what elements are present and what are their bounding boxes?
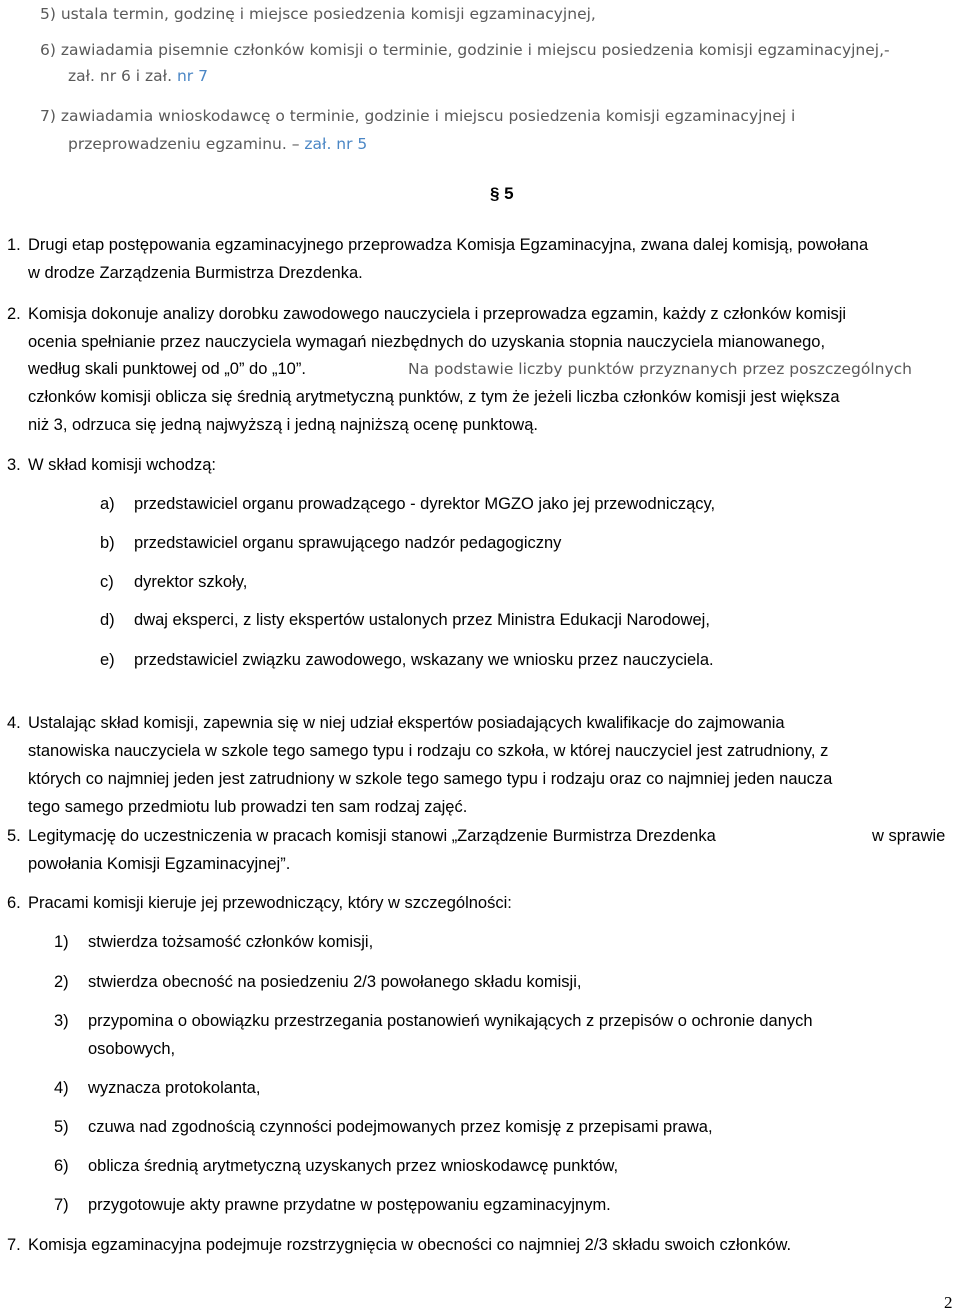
- duty-item-1: stwierdza tożsamość członków komisji,: [88, 933, 374, 951]
- paragraph-4-line3: których co najmniej jeden jest zatrudniony w szkole tego samego typu i rodzaju oraz co najmniej jeden naucza: [28, 770, 833, 788]
- paragraph-2-line3b: Na podstawie liczby punktów przyznanych przez poszczególnych: [408, 360, 913, 378]
- duty-label-1: 1): [54, 933, 69, 951]
- paragraph-2-line5: niż 3, odrzuca się jedną najwyższą i jedną najniższą ocenę punktową.: [28, 416, 538, 434]
- list-item-6-line1: 6) zawiadamia pisemnie członków komisji o terminie, godzinie i miejscu posiedzenia komisji egzaminacyjnej,-: [40, 41, 890, 59]
- paragraph-1-line2: w drodze Zarządzenia Burmistrza Drezdenka.: [28, 264, 363, 282]
- list-item-7-text: przeprowadzeniu egzaminu.: [68, 135, 287, 153]
- paragraph-5-line1a: Legitymację do uczestniczenia w pracach komisji stanowi „Zarządzenie Burmistrza Drezdenka: [28, 827, 716, 845]
- paragraph-2-number: 2.: [7, 305, 21, 323]
- attachment-ref-6: zał. nr 6 i zał.: [68, 67, 173, 85]
- attachment-ref-7: nr 7: [176, 67, 208, 85]
- paragraph-3-text: W skład komisji wchodzą:: [28, 456, 216, 474]
- member-item-b: przedstawiciel organu sprawującego nadzór pedagogiczny: [134, 534, 562, 552]
- paragraph-5-line1b: w sprawie: [872, 827, 946, 845]
- paragraph-4-number: 4.: [7, 714, 21, 732]
- list-item-7-line1: 7) zawiadamia wnioskodawcę o terminie, godzinie i miejscu posiedzenia komisji egzaminacyjnej i: [40, 107, 796, 125]
- duty-label-2: 2): [54, 973, 69, 991]
- paragraph-7-text: Komisja egzaminacyjna podejmuje rozstrzygnięcia w obecności co najmniej 2/3 składu swoich członków.: [28, 1236, 792, 1254]
- paragraph-5-number: 5.: [7, 827, 21, 845]
- member-item-c: dyrektor szkoły,: [134, 573, 248, 591]
- duty-item-3-line1: przypomina o obowiązku przestrzegania postanowień wynikających z przepisów o ochronie danych: [88, 1012, 813, 1030]
- paragraph-4-line4: tego samego przedmiotu lub prowadzi ten sam rodzaj zajęć.: [28, 798, 468, 816]
- duty-label-4: 4): [54, 1079, 69, 1097]
- member-item-a: przedstawiciel organu prowadzącego - dyrektor MGZO jako jej przewodniczący,: [134, 495, 716, 513]
- duty-label-7: 7): [54, 1196, 69, 1214]
- duty-item-6: oblicza średnią arytmetyczną uzyskanych przez wnioskodawcę punktów,: [88, 1157, 619, 1175]
- paragraph-7-number: 7.: [7, 1236, 21, 1254]
- member-label-d: d): [100, 611, 115, 629]
- paragraph-4-line1: Ustalając skład komisji, zapewnia się w niej udział ekspertów posiadających kwalifikacje do zajmowania: [28, 714, 785, 732]
- member-label-a: a): [100, 495, 115, 513]
- paragraph-5-line2: powołania Komisji Egzaminacyjnej”.: [28, 855, 291, 873]
- duty-label-3: 3): [54, 1012, 69, 1030]
- attachment-ref-5: zał. nr 5: [304, 135, 368, 153]
- duty-label-6: 6): [54, 1157, 69, 1175]
- member-label-e: e): [100, 651, 115, 669]
- member-label-c: c): [100, 573, 114, 591]
- member-item-d: dwaj eksperci, z listy ekspertów ustalonych przez Ministra Edukacji Narodowej,: [134, 611, 710, 629]
- paragraph-3-number: 3.: [7, 456, 21, 474]
- paragraph-6-number: 6.: [7, 894, 21, 912]
- duty-item-3-line2: osobowych,: [88, 1040, 176, 1058]
- duty-item-5: czuwa nad zgodnością czynności podejmowanych przez komisję z przepisami prawa,: [88, 1118, 713, 1136]
- paragraph-2-line2: ocenia spełnianie przez nauczyciela wymagań niezbędnych do uzyskania stopnia nauczyciela mianowanego,: [28, 333, 826, 351]
- list-item-7-line2: [68, 134, 367, 154]
- member-item-e: przedstawiciel związku zawodowego, wskazany we wniosku przez nauczyciela.: [134, 651, 714, 669]
- paragraph-1-number: 1.: [7, 236, 21, 254]
- paragraph-4-line2: stanowiska nauczyciela w szkole tego samego typu i rodzaju co szkoła, w której nauczyciel jest zatrudniony, z: [28, 742, 829, 760]
- list-item-5: 5) ustala termin, godzinę i miejsce posiedzenia komisji egzaminacyjnej,: [40, 5, 596, 23]
- paragraph-2-line4: członków komisji oblicza się średnią arytmetyczną punktów, z tym że jeżeli liczba członków komisji jest większa: [28, 388, 840, 406]
- duty-label-5: 5): [54, 1118, 69, 1136]
- duty-item-7: przygotowuje akty prawne przydatne w postępowaniu egzaminacyjnym.: [88, 1196, 611, 1214]
- duty-item-2: stwierdza obecność na posiedzeniu 2/3 powołanego składu komisji,: [88, 973, 582, 991]
- paragraph-6-text: Pracami komisji kieruje jej przewodniczący, który w szczególności:: [28, 894, 512, 912]
- page-number: 2: [944, 1293, 953, 1312]
- duty-item-4: wyznacza protokolanta,: [88, 1079, 261, 1097]
- paragraph-1-line1: Drugi etap postępowania egzaminacyjnego przeprowadza Komisja Egzaminacyjna, zwana dalej komisją, powołana: [28, 236, 869, 254]
- paragraph-2-line3a: według skali punktowej od „0” do „10”.: [28, 360, 306, 378]
- dash: –: [286, 135, 305, 153]
- paragraph-2-line1: Komisja dokonuje analizy dorobku zawodowego nauczyciela i przeprowadza egzamin, każdy z członków komisji: [28, 305, 847, 323]
- member-label-b: b): [100, 534, 115, 552]
- section-heading: § 5: [490, 184, 514, 203]
- list-item-6-line2: [68, 66, 208, 86]
